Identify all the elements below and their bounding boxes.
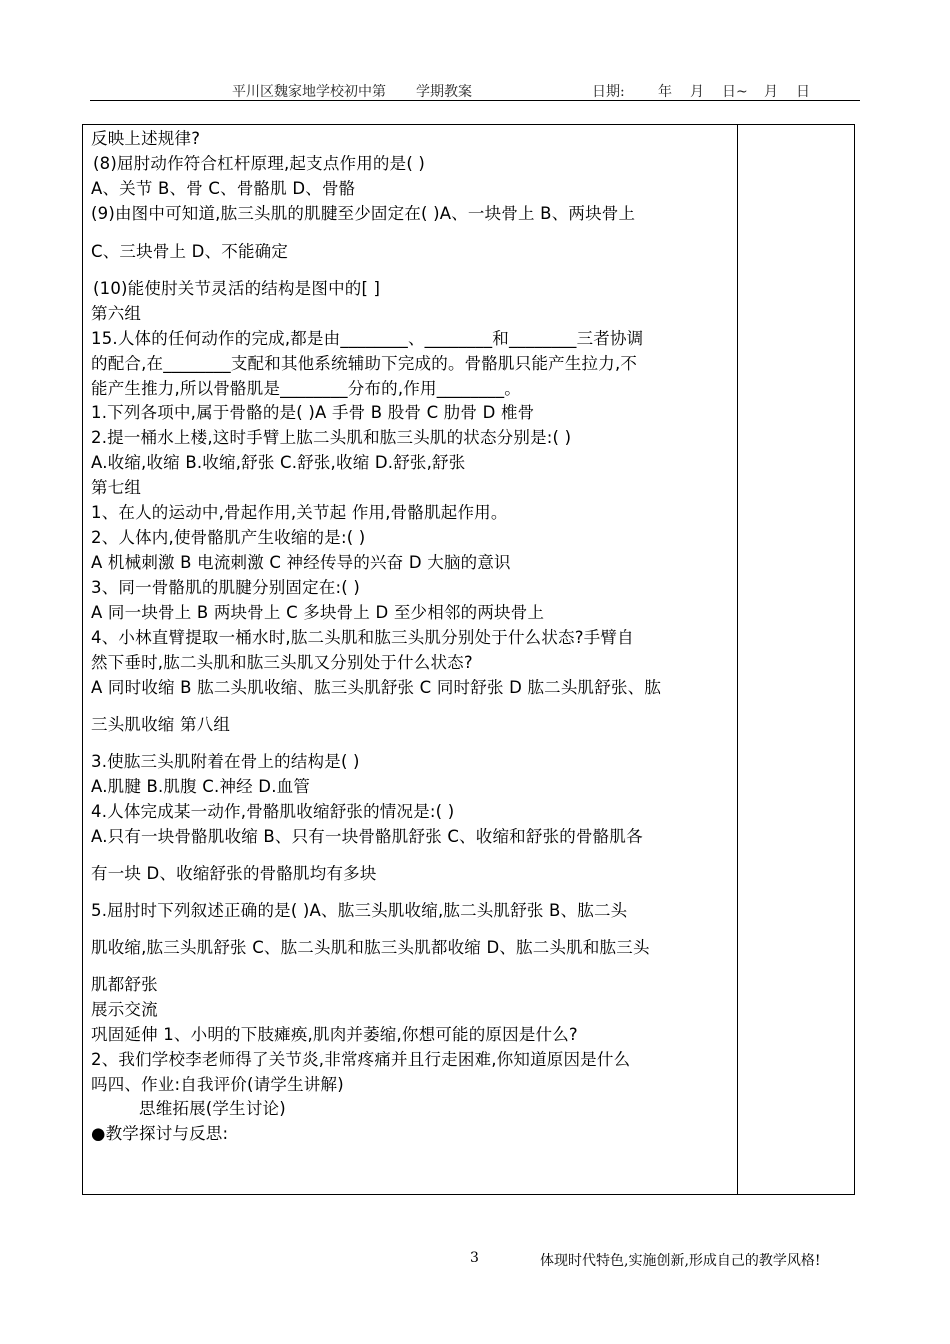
text-line: 反映上述规律?	[91, 129, 201, 148]
footer-motto: 体现时代特色,实施创新,形成自己的教学风格!	[540, 1253, 821, 1269]
header-day-2: 日	[796, 84, 810, 100]
text-line: 2、我们学校李老师得了关节炎,非常疼痛并且行走困难,你知道原因是什么	[91, 1050, 631, 1069]
column-divider	[737, 125, 738, 1194]
text-line: 三头肌收缩 第八组	[91, 715, 231, 734]
text-line: (9)由图中可知道,肱三头肌的肌腱至少固定在( )A、一块骨上 B、两块骨上	[91, 204, 636, 223]
text-line: 巩固延伸 1、小明的下肢瘫痪,肌肉并萎缩,你想可能的原因是什么?	[91, 1025, 578, 1044]
text-line: 展示交流	[91, 1000, 158, 1019]
page-number: 3	[470, 1250, 479, 1266]
header-month-2: 月	[764, 84, 778, 100]
text-line: A 同时收缩 B 肱二头肌收缩、肱三头肌舒张 C 同时舒张 D 肱二头肌舒张、肱	[91, 678, 662, 697]
text-line: 4.人体完成某一动作,骨骼肌收缩舒张的情况是:( )	[91, 802, 455, 821]
header-term: 学期教案	[416, 84, 472, 100]
text-line: 1.下列各项中,属于骨骼的是( )A 手骨 B 股骨 C 肋骨 D 椎骨	[91, 403, 535, 422]
text-line: 有一块 D、收缩舒张的骨骼肌均有多块	[91, 864, 377, 883]
text-line: 吗四、作业:自我评价(请学生讲解)	[91, 1075, 344, 1094]
text-line: 思维拓展(学生讨论)	[139, 1099, 286, 1118]
text-line: A 同一块骨上 B 两块骨上 C 多块骨上 D 至少相邻的两块骨上	[91, 603, 545, 622]
text-line: 15.人体的任何动作的完成,都是由________、________和________三者协调	[91, 329, 644, 348]
text-line: 2、人体内,使骨骼肌产生收缩的是:( )	[91, 528, 366, 547]
header-month: 月	[690, 84, 704, 100]
text-line: 3.使肱三头肌附着在骨上的结构是( )	[91, 752, 360, 771]
page-header	[90, 78, 860, 101]
text-line: 肌收缩,肱三头肌舒张 C、肱二头肌和肱三头肌都收缩 D、肱二头肌和肱三头	[91, 938, 650, 957]
text-line: 肌都舒张	[91, 975, 158, 994]
text-line: A 机械刺激 B 电流刺激 C 神经传导的兴奋 D 大脑的意识	[91, 553, 511, 572]
header-year: 年	[658, 84, 672, 100]
text-line: 第六组	[91, 304, 142, 323]
text-line: 4、小林直臂提取一桶水时,肱二头肌和肱三头肌分别处于什么状态?手臂自	[91, 628, 634, 647]
text-line: ●教学探讨与反思:	[91, 1124, 229, 1143]
text-line: (8)屈肘动作符合杠杆原理,起支点作用的是( )	[93, 154, 426, 173]
text-line: 1、在人的运动中,骨起作用,关节起 作用,骨骼肌起作用。	[91, 503, 508, 522]
text-line: 5.屈肘时下列叙述正确的是( )A、肱三头肌收缩,肱二头肌舒张 B、肱二头	[91, 901, 628, 920]
text-line: 能产生推力,所以骨骼肌是________分布的,作用________。	[91, 379, 521, 398]
header-date-label: 日期:	[592, 84, 625, 100]
text-line: A.肌腱 B.肌腹 C.神经 D.血管	[91, 777, 311, 796]
header-school: 平川区魏家地学校初中第	[232, 84, 386, 100]
text-line: C、三块骨上 D、不能确定	[91, 242, 289, 261]
header-day-range: 日~	[722, 84, 748, 100]
text-line: 第七组	[91, 478, 142, 497]
text-line: 的配合,在________支配和其他系统辅助下完成的。骨骼肌只能产生拉力,不	[91, 354, 638, 373]
text-line: 然下垂时,肱二头肌和肱三头肌又分别处于什么状态?	[91, 653, 473, 672]
text-line: 3、同一骨骼肌的肌腱分别固定在:( )	[91, 578, 360, 597]
text-line: A、关节 B、骨 C、骨骼肌 D、骨骼	[91, 179, 356, 198]
text-line: 2.提一桶水上楼,这时手臂上肱二头肌和肱三头肌的状态分别是:( )	[91, 428, 572, 447]
text-line: (10)能使肘关节灵活的结构是图中的[ ]	[93, 279, 381, 298]
lesson-table	[82, 124, 855, 1195]
text-line: A.只有一块骨骼肌收缩 B、只有一块骨骼肌舒张 C、收缩和舒张的骨骼肌各	[91, 827, 643, 846]
text-line: A.收缩,收缩 B.收缩,舒张 C.舒张,收缩 D.舒张,舒张	[91, 453, 466, 472]
